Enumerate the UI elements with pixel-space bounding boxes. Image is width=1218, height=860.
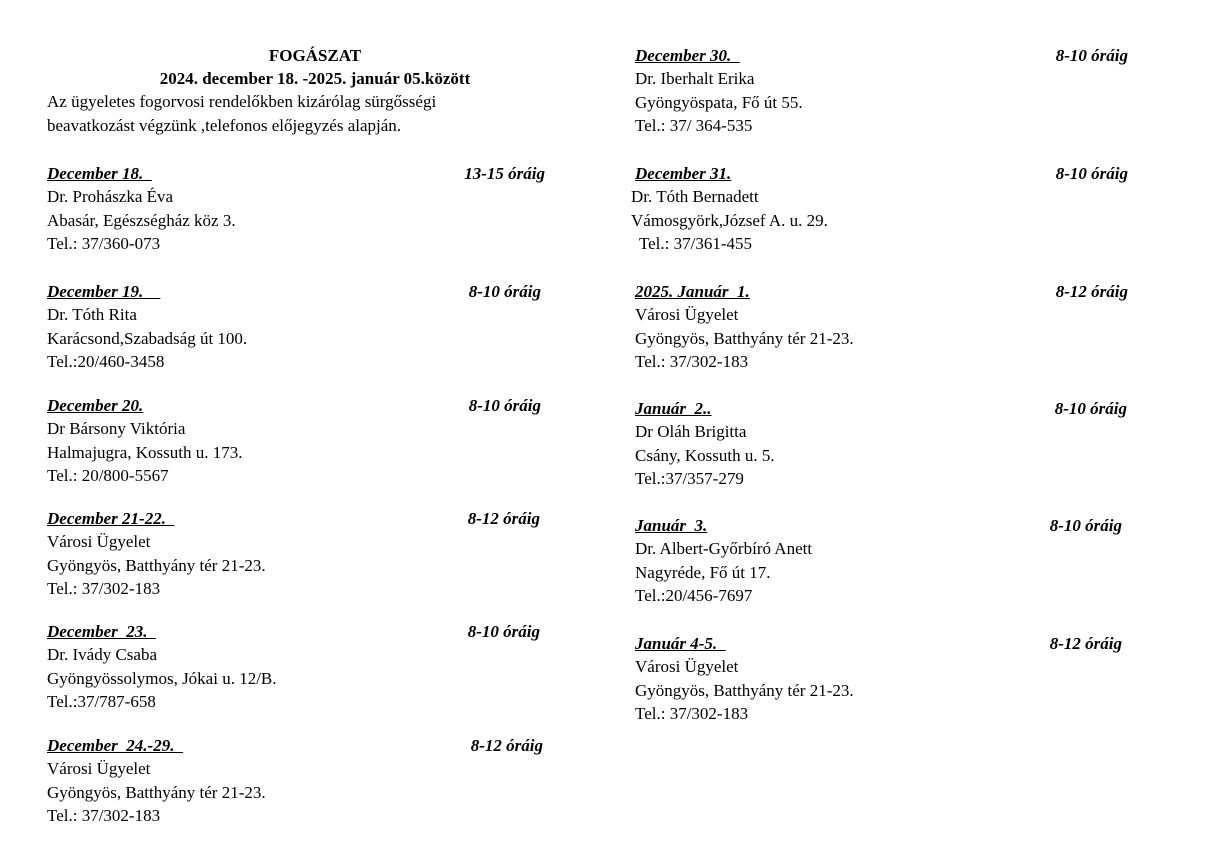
entry-date: December 24.-29. <box>47 736 183 755</box>
entry-hours: 8-10 óráig <box>1055 164 1128 183</box>
entry-phone: Tel.: 20/800-5567 <box>47 466 169 485</box>
date-range-subtitle: 2024. december 18. -2025. január 05.között <box>159 69 471 88</box>
entry-address: Gyöngyössolymos, Jókai u. 12/B. <box>47 668 277 688</box>
entry-hours: 8-12 óráig <box>1049 634 1122 653</box>
schedule-entry <box>631 162 1128 256</box>
entry-doctor: Városi Ügyelet <box>47 759 151 778</box>
entry-address: Karácsond,Szabadság út 100. <box>47 328 248 348</box>
entry-hours: 8-10 óráig <box>468 396 541 415</box>
entry-phone: Tel.: 37/302-183 <box>635 352 749 371</box>
entry-address: Gyöngyöspata, Fő út 55. <box>635 92 803 112</box>
entry-doctor: Dr. Tóth Rita <box>47 305 137 324</box>
entry-address: Halmajugra, Kossuth u. 173. <box>47 442 243 462</box>
entry-date: Január 3. <box>635 516 708 535</box>
page-title: FOGÁSZAT <box>268 46 362 65</box>
entry-doctor: Dr. Tóth Bernadett <box>631 187 759 206</box>
entry-hours: 8-10 óráig <box>1049 516 1122 535</box>
entry-date: Január 4-5. <box>635 634 726 653</box>
entry-address: Nagyréde, Fő út 17. <box>635 562 771 582</box>
entry-address: Csány, Kossuth u. 5. <box>635 445 775 465</box>
entry-hours: 8-12 óráig <box>1055 282 1128 301</box>
entry-address: Abasár, Egészségház köz 3. <box>47 210 236 230</box>
schedule-entry <box>47 620 540 714</box>
entry-doctor: Városi Ügyelet <box>635 305 739 324</box>
entry-phone: Tel.: 37/302-183 <box>635 704 749 723</box>
intro-line: beavatkozást végzünk ,telefonos előjegyzés alapján. <box>47 116 402 135</box>
entry-address: Vámosgyörk,József A. u. 29. <box>631 210 828 230</box>
entry-date: December 21-22. <box>47 509 175 528</box>
entry-doctor: Dr. Albert-Győrbíró Anett <box>635 539 813 558</box>
schedule-entry <box>47 734 543 828</box>
entry-phone: Tel.: 37/302-183 <box>47 579 161 598</box>
entry-phone: Tel.:37/787-658 <box>47 692 156 711</box>
entry-doctor: Dr Bársony Viktória <box>47 419 186 438</box>
entry-phone: Tel.: 37/360-073 <box>47 234 161 253</box>
entry-address: Gyöngyös, Batthyány tér 21-23. <box>635 680 854 700</box>
entry-date: 2025. Január 1. <box>635 282 750 301</box>
document-header <box>47 44 547 138</box>
schedule-entry <box>47 394 541 488</box>
entry-doctor: Dr. Iberhalt Erika <box>635 69 755 88</box>
entry-address: Gyöngyös, Batthyány tér 21-23. <box>635 328 854 348</box>
entry-date: December 30. <box>635 46 740 65</box>
entry-hours: 8-12 óráig <box>470 736 543 755</box>
entry-hours: 8-10 óráig <box>468 282 541 301</box>
intro-text <box>47 90 547 138</box>
entry-phone: Tel.: 37/361-455 <box>635 234 753 253</box>
entry-date: December 31. <box>635 164 732 183</box>
entry-hours: 8-12 óráig <box>467 509 540 528</box>
entry-date: December 23. <box>47 622 157 641</box>
entry-address: Gyöngyös, Batthyány tér 21-23. <box>47 555 266 575</box>
entry-doctor: Dr. Prohászka Éva <box>47 187 174 206</box>
entry-address: Gyöngyös, Batthyány tér 21-23. <box>47 782 266 802</box>
entry-date: December 19. <box>47 282 161 301</box>
schedule-entry <box>635 632 1122 726</box>
entry-date: Január 2.. <box>635 399 712 418</box>
entry-hours: 8-10 óráig <box>1054 399 1127 418</box>
entry-phone: Tel.: 37/302-183 <box>47 806 161 825</box>
schedule-entry <box>635 44 1128 138</box>
schedule-entry <box>635 397 1127 491</box>
entry-date: December 18. <box>47 164 152 183</box>
schedule-entry <box>47 507 540 601</box>
schedule-entry <box>47 280 541 374</box>
schedule-entry <box>47 162 545 256</box>
entry-phone: Tel.:20/460-3458 <box>47 352 165 371</box>
schedule-entry <box>635 514 1122 608</box>
entry-hours: 8-10 óráig <box>1055 46 1128 65</box>
entry-phone: Tel.: 37/ 364-535 <box>635 116 753 135</box>
entry-hours: 8-10 óráig <box>467 622 540 641</box>
entry-doctor: Városi Ügyelet <box>47 532 151 551</box>
entry-hours: 13-15 óráig <box>464 164 545 183</box>
entry-date: December 20. <box>47 396 144 415</box>
entry-doctor: Dr Oláh Brigitta <box>635 422 747 441</box>
entry-doctor: Dr. Ivády Csaba <box>47 645 158 664</box>
entry-phone: Tel.:37/357-279 <box>635 469 744 488</box>
entry-phone: Tel.:20/456-7697 <box>635 586 753 605</box>
entry-doctor: Városi Ügyelet <box>635 657 739 676</box>
schedule-entry <box>635 280 1128 374</box>
intro-line: Az ügyeletes fogorvosi rendelőkben kizárólag sürgősségi <box>47 92 437 111</box>
